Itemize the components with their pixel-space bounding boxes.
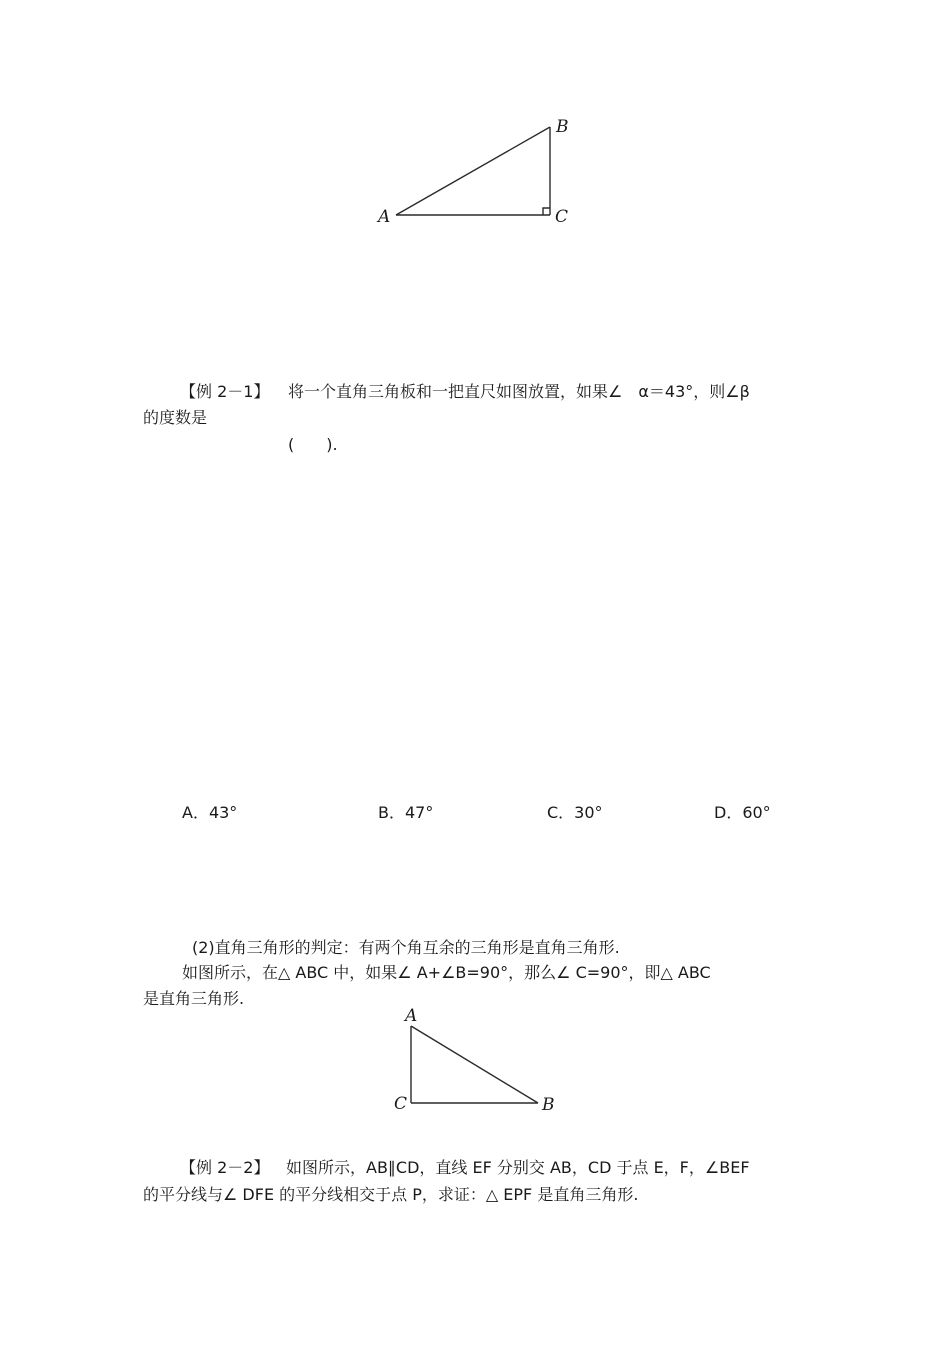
vertex-label-a: A bbox=[378, 207, 391, 227]
triangle-figure-1 bbox=[370, 110, 580, 235]
vertex-label-a: A bbox=[405, 1006, 418, 1026]
example-2-1-tag: 【例 2－1】 bbox=[180, 382, 270, 401]
vertex-label-b: B bbox=[556, 117, 569, 137]
criterion-line2: 如图所示，在△ ABC 中，如果∠ A+∠B=90°，那么∠ C=90°，即△ ABC bbox=[182, 963, 711, 982]
example-2-2-line1: 如图所示，AB∥CD，直线 EF 分别交 AB，CD 于点 E，F，∠BEF bbox=[286, 1158, 750, 1177]
side-ab bbox=[396, 127, 550, 215]
option-c: C．30° bbox=[547, 803, 603, 822]
option-b: B．47° bbox=[378, 803, 434, 822]
vertex-label-c: C bbox=[555, 207, 569, 227]
option-d: D．60° bbox=[714, 803, 771, 822]
example-2-1-question-line2: 的度数是 bbox=[143, 408, 208, 427]
right-angle-mark bbox=[543, 208, 550, 215]
vertex-label-c: C bbox=[394, 1094, 408, 1114]
side-ab bbox=[411, 1026, 538, 1103]
example-2-2-tag: 【例 2－2】 bbox=[180, 1158, 270, 1177]
example-2-2-line2: 的平分线与∠ DFE 的平分线相交于点 P，求证：△ EPF 是直角三角形. bbox=[143, 1185, 639, 1204]
criterion-line3: 是直角三角形. bbox=[143, 989, 245, 1008]
example-2-1-question-line1: 将一个直角三角板和一把直尺如图放置，如果∠ α＝43°，则∠β bbox=[288, 382, 750, 401]
vertex-label-b: B bbox=[542, 1095, 555, 1115]
option-a: A．43° bbox=[182, 803, 238, 822]
criterion-line1: (2)直角三角形的判定：有两个角互余的三角形是直角三角形. bbox=[192, 938, 620, 957]
answer-blank: ( ). bbox=[288, 435, 338, 454]
triangle-figure-2 bbox=[388, 1005, 568, 1120]
